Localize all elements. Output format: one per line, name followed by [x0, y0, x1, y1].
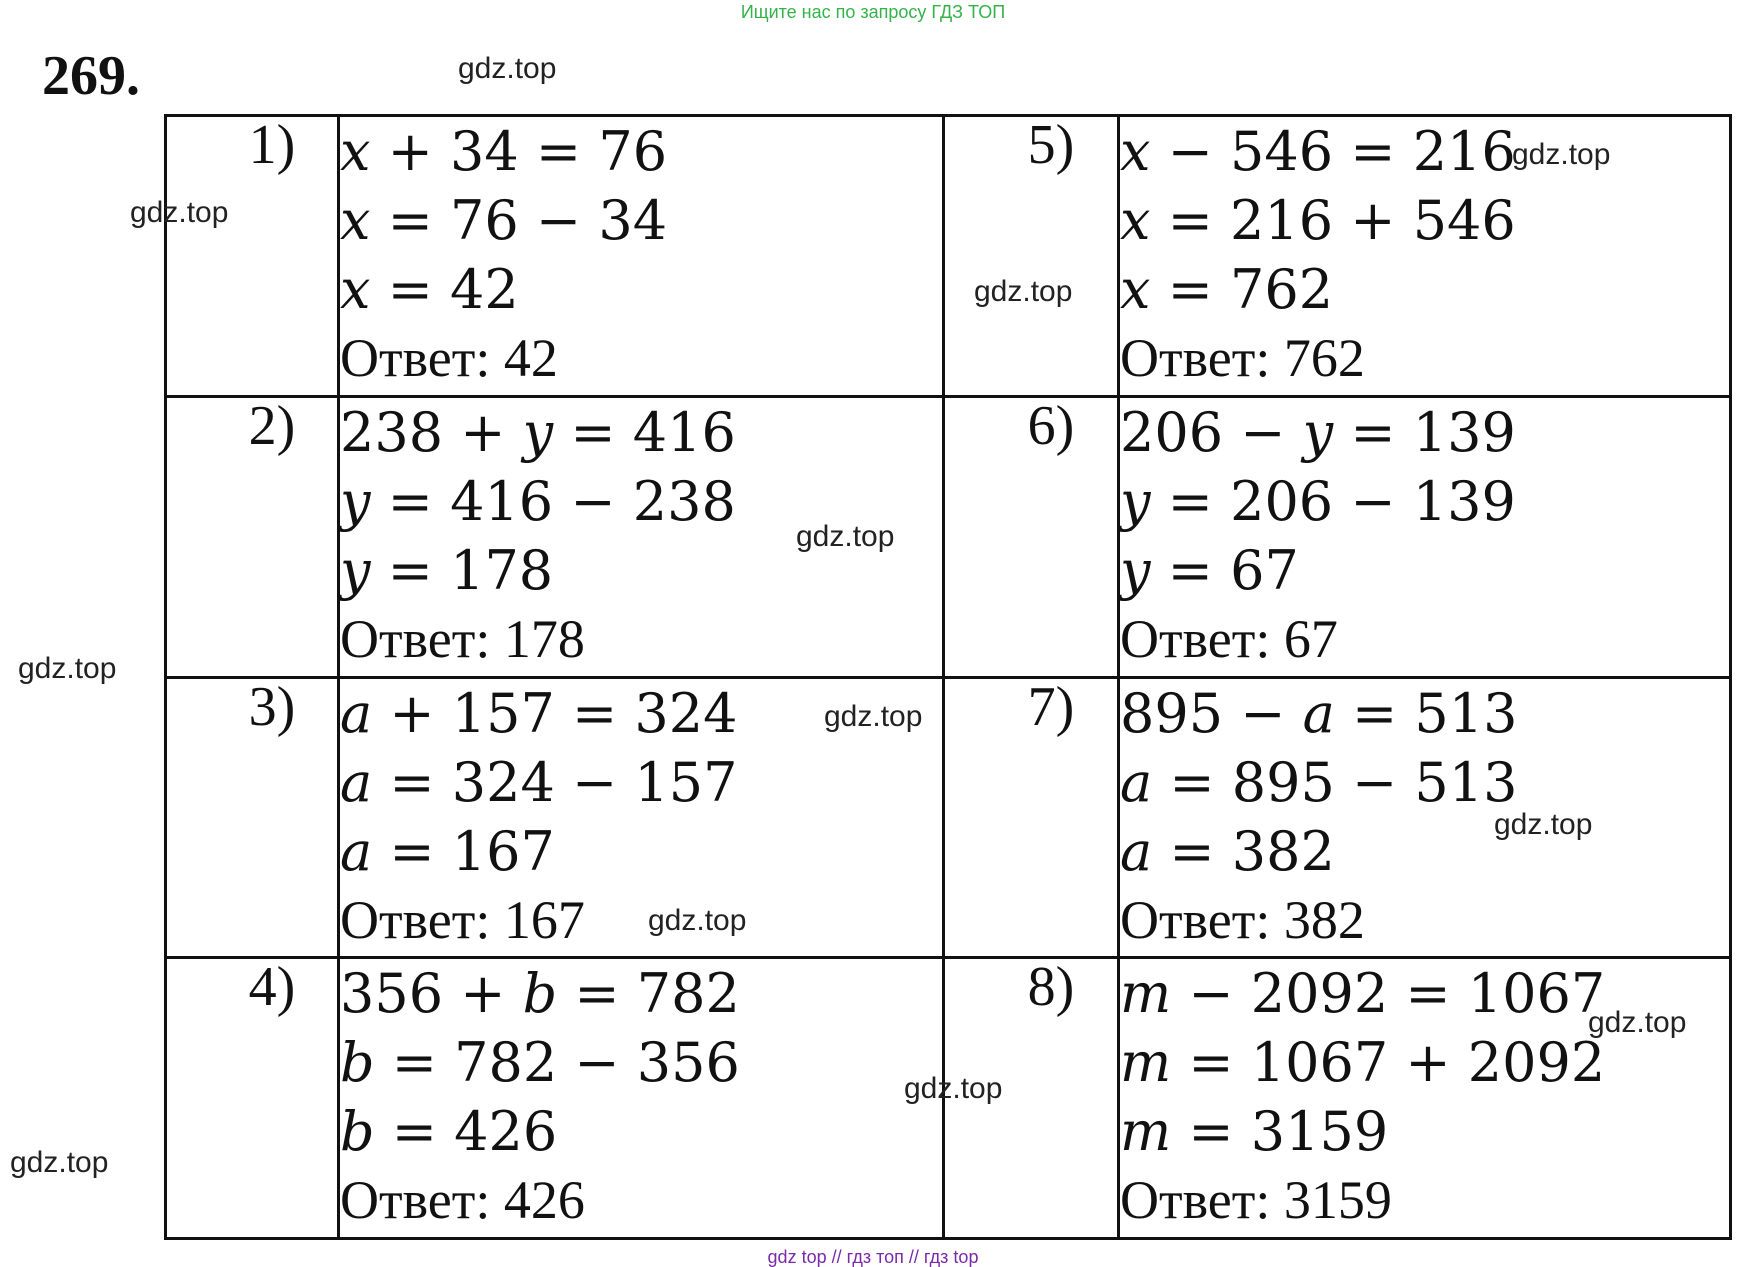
- item-label-cell: [166, 677, 339, 958]
- equation-part: = 3159: [1171, 1100, 1389, 1164]
- equation-line: [340, 186, 942, 255]
- equation-line: [1120, 748, 1729, 817]
- item-solution-cell: [339, 958, 944, 1239]
- equation-variable: x: [340, 258, 371, 321]
- answer-line: [1120, 1166, 1729, 1235]
- equation-variable: a: [1120, 819, 1153, 883]
- equation-part: = 216 + 546: [1150, 189, 1516, 252]
- equation-variable: y: [340, 469, 371, 533]
- problem-number: 269.: [42, 45, 140, 107]
- equation-part: = 324 − 157: [372, 750, 738, 814]
- equation-part: 895 −: [1120, 681, 1303, 745]
- equation-part: = 1067 + 2092: [1171, 1031, 1606, 1095]
- equation-part: 206 −: [1120, 400, 1303, 464]
- equation-line: [340, 398, 942, 467]
- equation-part: − 2092 = 1067: [1171, 962, 1606, 1026]
- answer-value: 42: [503, 328, 558, 388]
- watermark: gdz.top: [904, 1072, 1003, 1105]
- answer-value: 426: [503, 1170, 585, 1231]
- item-label: 1): [248, 114, 296, 176]
- item-label-cell: [166, 958, 339, 1239]
- watermark: gdz.top: [824, 700, 923, 733]
- equation-part: + 34 = 76: [370, 120, 668, 183]
- answer-value: 762: [1283, 328, 1365, 388]
- item-label: 2): [248, 394, 296, 457]
- equation-part: + 157 = 324: [372, 681, 738, 745]
- item-label-cell: [166, 396, 339, 677]
- equation-part: = 762: [1150, 258, 1334, 321]
- answer-line: [340, 1166, 942, 1235]
- answer-line: [1120, 605, 1729, 674]
- watermark: gdz.top: [458, 52, 557, 85]
- answer-value: 167: [503, 889, 585, 950]
- item-label: 4): [248, 956, 296, 1019]
- watermark: gdz.top: [18, 652, 117, 685]
- equation-line: [1120, 817, 1729, 886]
- answer-label: Ответ:: [1120, 608, 1271, 669]
- item-solution-cell: [1119, 958, 1731, 1239]
- item-label: 7): [1027, 675, 1075, 738]
- watermark: gdz.top: [1512, 138, 1611, 171]
- equation-part: = 895 − 513: [1152, 750, 1518, 814]
- equation-part: − 546 = 216: [1150, 120, 1516, 183]
- equation-line: [340, 1028, 942, 1097]
- answer-value: 178: [503, 608, 585, 669]
- equation-variable: y: [1120, 469, 1151, 533]
- top-banner: Ищите нас по запросу ГДЗ ТОП: [740, 2, 1006, 22]
- item-label-cell: [944, 677, 1119, 958]
- answer-line: [340, 324, 942, 393]
- equation-variable: a: [340, 681, 373, 745]
- answer-value: 3159: [1283, 1170, 1392, 1231]
- watermark: gdz.top: [796, 520, 895, 553]
- equation-part: 356 +: [340, 962, 523, 1026]
- equation-variable: x: [1120, 258, 1151, 321]
- equation-variable: a: [340, 750, 373, 814]
- item-label-cell: [944, 396, 1119, 677]
- equation-line: [340, 748, 942, 817]
- footer: gdz top // гдз топ // гдз top: [767, 1247, 979, 1267]
- equation-line: [1120, 467, 1729, 536]
- watermark: gdz.top: [648, 904, 747, 937]
- equation-variable: y: [1302, 400, 1334, 464]
- item-label-cell: [944, 116, 1119, 397]
- equation-part: = 382: [1152, 819, 1335, 883]
- item-solution-cell: [1119, 396, 1731, 677]
- equation-variable: y: [1120, 538, 1151, 602]
- equation-line: [340, 255, 942, 324]
- equation-line: [340, 1097, 942, 1166]
- equation-variable: m: [1120, 1031, 1172, 1095]
- item-label: 8): [1027, 956, 1075, 1019]
- equation-part: 238 +: [340, 400, 523, 464]
- equation-variable: a: [1302, 681, 1335, 745]
- watermark: gdz.top: [10, 1146, 109, 1179]
- equation-part: = 139: [1333, 400, 1516, 464]
- equation-part: = 416: [553, 400, 736, 464]
- answer-label: Ответ:: [1120, 328, 1271, 388]
- answer-line: [1120, 886, 1729, 955]
- item-solution-cell: [1119, 116, 1731, 397]
- equation-part: = 42: [370, 258, 519, 321]
- equation-variable: x: [1120, 120, 1151, 183]
- equation-part: = 416 − 238: [370, 469, 736, 533]
- item-label: 6): [1027, 394, 1075, 457]
- equation-line: [340, 817, 942, 886]
- equation-part: = 178: [370, 538, 554, 602]
- equation-variable: a: [1120, 750, 1153, 814]
- equation-variable: b: [340, 1100, 375, 1164]
- item-label: 5): [1027, 114, 1075, 176]
- equation-variable: m: [1120, 1100, 1172, 1164]
- answer-label: Ответ:: [1120, 1170, 1271, 1231]
- equation-part: = 67: [1150, 538, 1299, 602]
- equation-variable: x: [340, 120, 371, 183]
- answer-label: Ответ:: [340, 328, 491, 388]
- answer-line: [340, 886, 942, 955]
- answer-label: Ответ:: [340, 889, 491, 950]
- item-solution-cell: [339, 116, 944, 397]
- equation-part: = 206 − 139: [1150, 469, 1516, 533]
- equation-line: [1120, 1097, 1729, 1166]
- watermark: gdz.top: [1588, 1006, 1687, 1039]
- answer-line: [340, 605, 942, 674]
- item-solution-cell: [1119, 677, 1731, 958]
- table-row: [166, 396, 1731, 677]
- watermark: gdz.top: [130, 196, 229, 229]
- equation-line: [1120, 186, 1729, 255]
- equation-part: = 167: [372, 819, 555, 883]
- watermark: gdz.top: [974, 275, 1073, 308]
- equation-line: [1120, 536, 1729, 605]
- equation-line: [1120, 398, 1729, 467]
- equation-part: = 782 − 356: [374, 1031, 740, 1095]
- answer-label: Ответ:: [340, 608, 491, 669]
- equation-variable: y: [340, 538, 371, 602]
- equation-variable: a: [340, 819, 373, 883]
- item-label: 3): [248, 675, 296, 738]
- equation-variable: y: [522, 400, 554, 464]
- table-row: [166, 116, 1731, 397]
- equation-variable: m: [1120, 962, 1172, 1026]
- equation-part: = 426: [374, 1100, 558, 1164]
- equation-variable: b: [522, 962, 558, 1026]
- equation-part: = 513: [1334, 681, 1518, 745]
- answer-label: Ответ:: [340, 1170, 491, 1231]
- equation-line: [1120, 117, 1729, 186]
- equation-line: [1120, 679, 1729, 748]
- equation-line: [340, 117, 942, 186]
- equation-part: = 782: [557, 962, 740, 1026]
- watermark: gdz.top: [1494, 808, 1593, 841]
- equation-line: [1120, 255, 1729, 324]
- equation-variable: x: [1120, 189, 1151, 252]
- equation-line: [340, 959, 942, 1028]
- answer-value: 382: [1283, 889, 1365, 950]
- answer-value: 67: [1283, 608, 1338, 669]
- equation-variable: b: [340, 1031, 375, 1095]
- equation-variable: x: [340, 189, 371, 252]
- answer-line: [1120, 324, 1729, 393]
- item-label-cell: [166, 116, 339, 397]
- equation-part: = 76 − 34: [370, 189, 668, 252]
- answer-label: Ответ:: [1120, 889, 1271, 950]
